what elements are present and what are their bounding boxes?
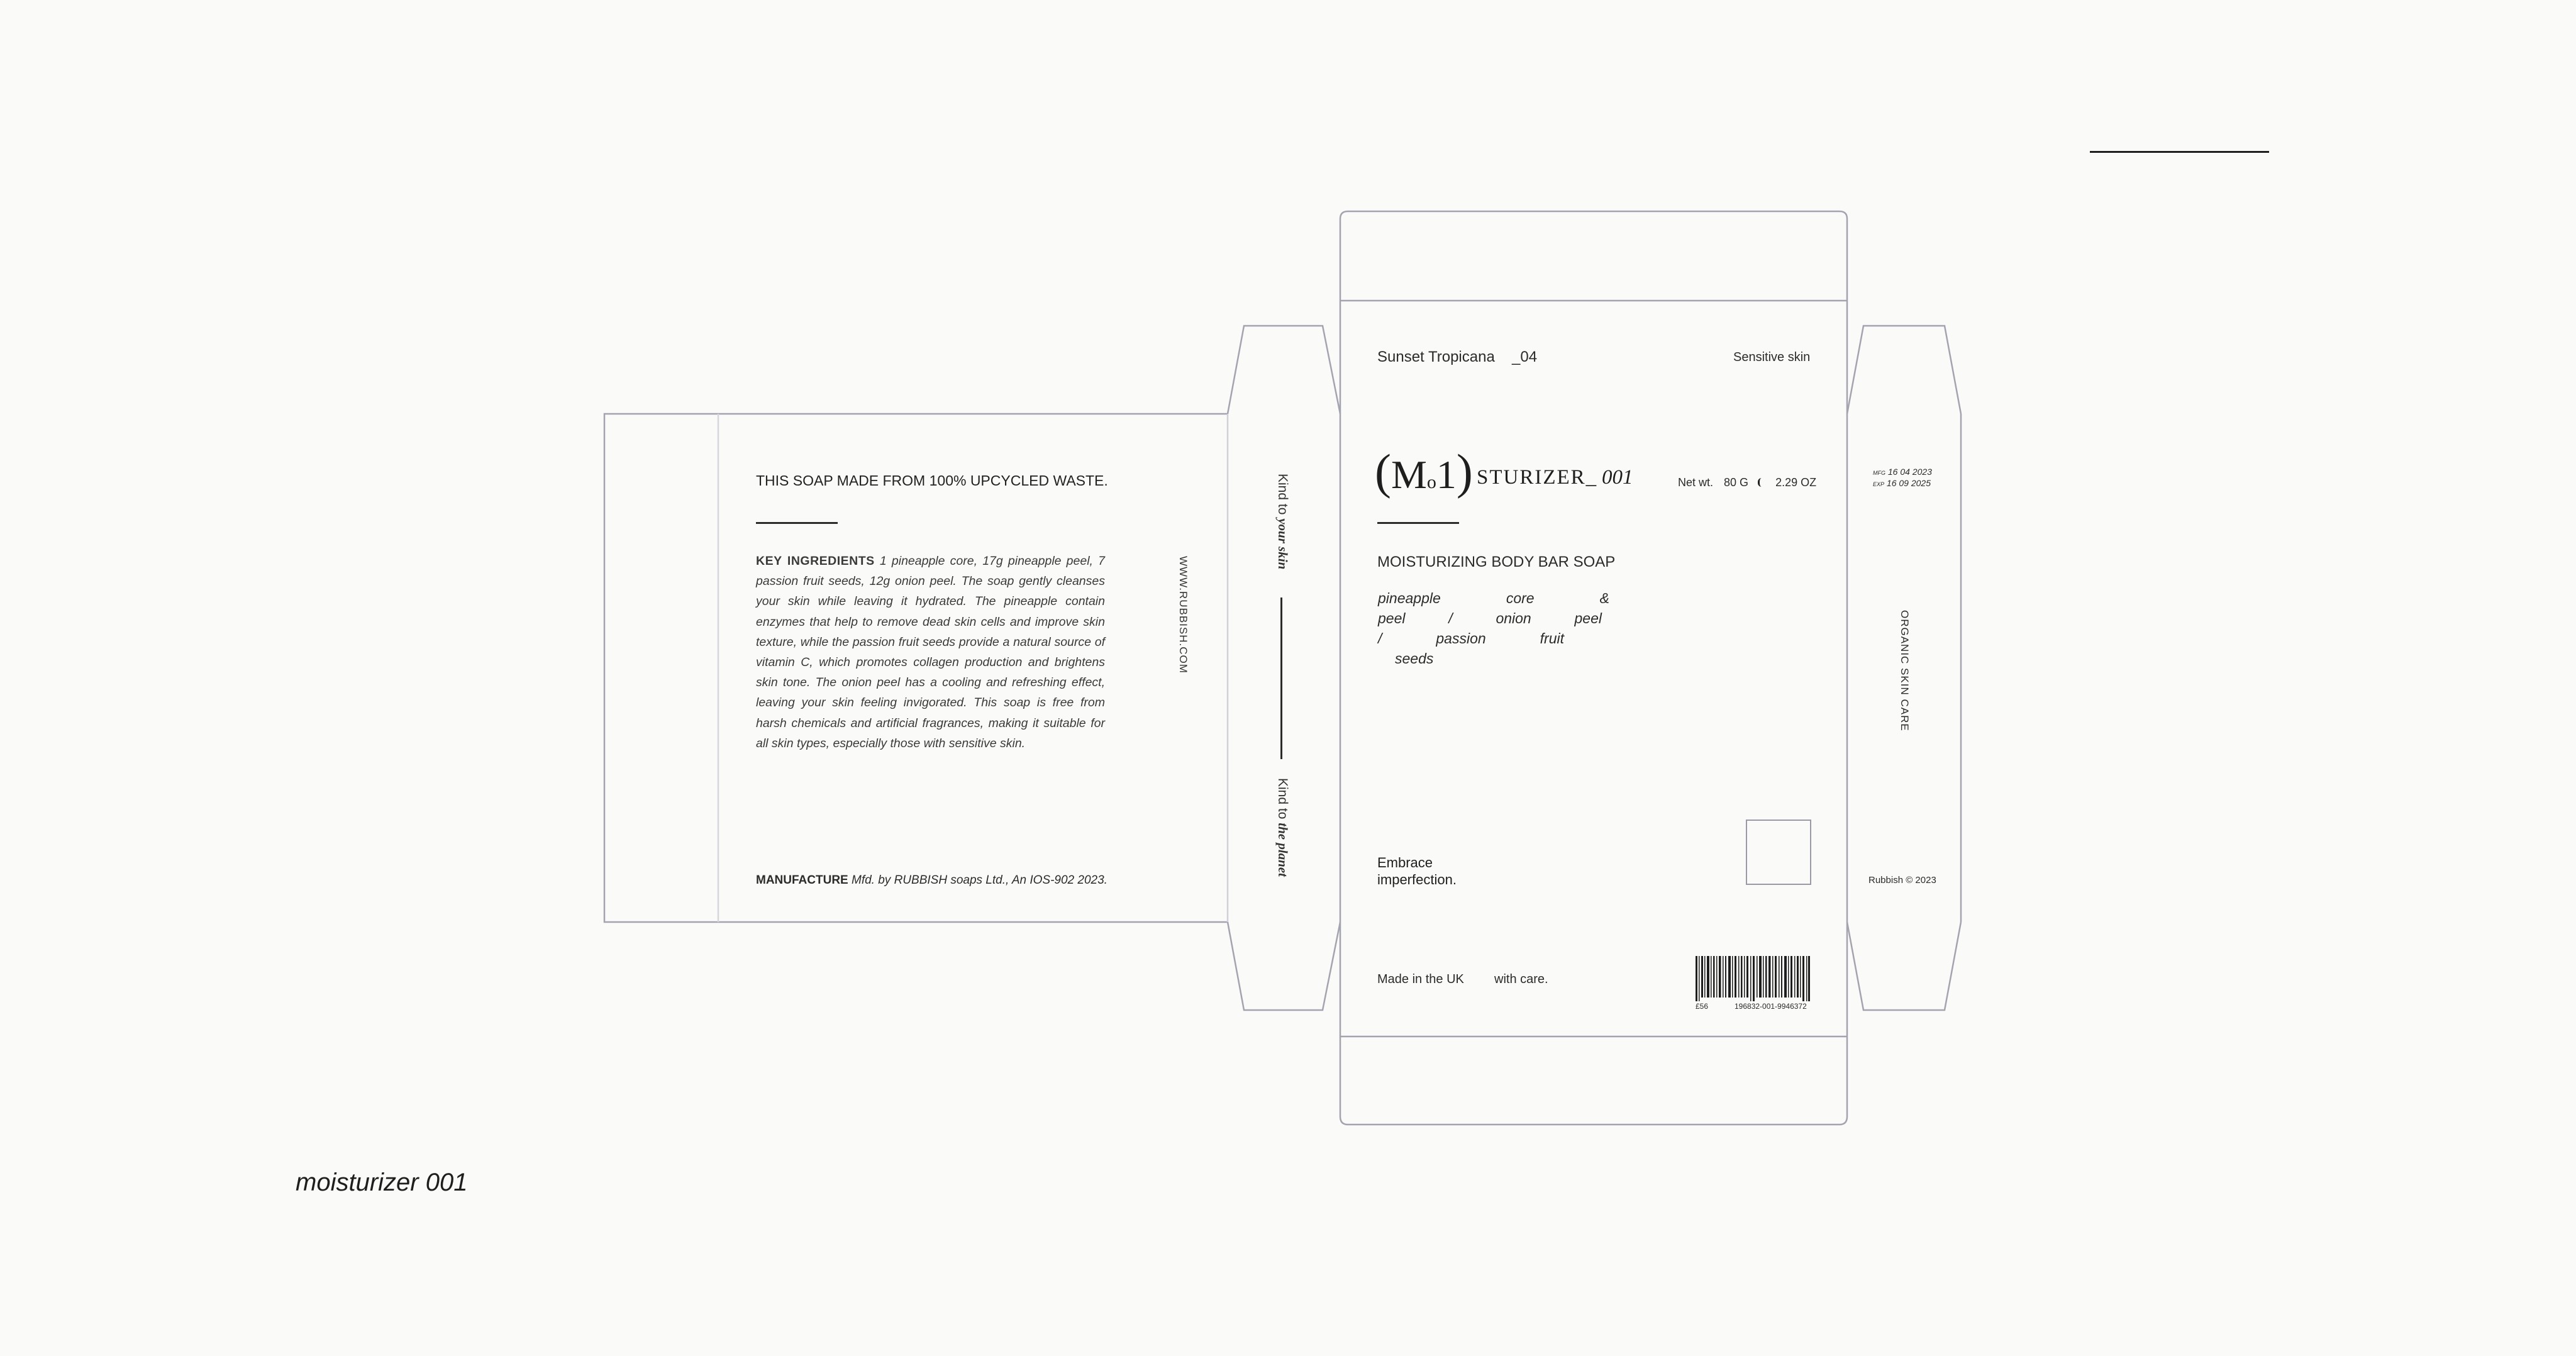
product-type: MOISTURIZING BODY BAR SOAP [1377, 553, 1616, 570]
net-wt-separator-icon [1758, 478, 1766, 487]
barcode-number: 196832-001-9946372 [1735, 1002, 1807, 1011]
ingredients-text: 1 pineapple core, 17g pineapple peel, 7 passion fruit seeds, 12g onion peel. The soap gently cleanses your skin while leaving it hydrated. The pineapple contain enzymes that help to remove dead skin cells and improve skin texture, while the passion fruit seeds provide a natural source of vitamin C, which promotes collagen production and brightens skin tone. The onion peel has a cooling and refreshing effect, leaving your skin feeling invigorated. This soap is free from harsh chemicals and artificial fragrances, making it suitable for all skin types, especially those with sensitive skin. [756, 554, 1105, 750]
logo-o: o [1426, 472, 1436, 492]
spine-bottom-emph: the planet [1275, 823, 1291, 877]
net-weight [1678, 476, 1816, 489]
front-ingredients-line-2 [1378, 610, 1602, 627]
exp-label: EXP [1873, 481, 1885, 487]
ing-word: pineapple [1378, 590, 1441, 606]
mfg-date: 16 04 2023 [1887, 467, 1932, 477]
made-in: Made in the UK [1377, 972, 1464, 986]
ingredients-label: KEY INGREDIENTS [756, 554, 875, 568]
ing-word: / [1378, 630, 1382, 647]
manufacture-label: MANUFACTURE [756, 874, 848, 887]
caption: moisturizer 001 [296, 1169, 468, 1196]
logo-rest: STURIZER_ [1477, 466, 1598, 489]
tagline-line-1: Embrace [1377, 855, 1433, 870]
logo-m: M [1391, 452, 1427, 497]
website-label: WWW.RUBBISH.COM [1177, 556, 1189, 674]
copyright: Rubbish © 2023 [1868, 875, 1936, 886]
mfg-line [1873, 467, 1932, 477]
front-ingredients-line-1 [1378, 590, 1609, 607]
ing-word: fruit [1540, 630, 1564, 647]
spine-top-text [1275, 474, 1291, 569]
logo-number: 001 [1602, 466, 1633, 489]
organic-label: ORGANIC SKIN CARE [1899, 610, 1911, 731]
ing-word: & [1599, 590, 1609, 606]
logo-paren-close: ) [1456, 444, 1473, 499]
spine-bottom-plain: Kind to [1275, 778, 1290, 820]
back-headline: THIS SOAP MADE FROM 100% UPCYCLED WASTE. [756, 472, 1108, 489]
ing-word: peel [1574, 610, 1602, 626]
mfg-label: MFG [1873, 470, 1885, 476]
spine-bottom-text [1275, 778, 1291, 877]
skin-type: Sensitive skin [1733, 350, 1811, 364]
spine-top-emph: your skin [1275, 518, 1291, 570]
front-ingredients-line-4: seeds [1395, 650, 1434, 667]
ing-word: onion [1496, 610, 1531, 626]
variant-name: Sunset Tropicana [1377, 348, 1495, 365]
exp-line [1873, 478, 1931, 488]
corner-rule [2090, 151, 2269, 153]
front-ingredients-line-3 [1378, 630, 1564, 647]
variant-number: _04 [1512, 348, 1538, 365]
barcode-left-label: £56 [1696, 1002, 1709, 1011]
manufacture-text: Mfd. by RUBBISH soaps Ltd., An IOS-902 2023. [852, 874, 1108, 887]
logo-paren-open: ( [1375, 444, 1391, 499]
ing-word: peel [1378, 610, 1406, 626]
front-rule [1377, 522, 1459, 524]
ing-word: core [1506, 590, 1535, 606]
spine-rule [1280, 597, 1282, 759]
logo-1: 1 [1436, 452, 1457, 497]
net-wt-oz: 2.29 OZ [1775, 476, 1817, 489]
ing-word: / [1448, 610, 1453, 626]
spine-top-plain: Kind to [1275, 474, 1290, 515]
net-wt-grams: 80 G [1724, 476, 1749, 489]
placeholder-box [1746, 820, 1811, 885]
with-care: with care. [1494, 972, 1548, 986]
back-rule [756, 522, 838, 524]
tagline-line-2: imperfection. [1377, 872, 1457, 887]
ing-word: passion [1436, 630, 1486, 647]
net-wt-label: Net wt. [1678, 476, 1714, 489]
ingredients-paragraph [756, 551, 1105, 753]
tagline [1377, 854, 1457, 888]
manufacture-line [756, 874, 1108, 887]
barcode [1696, 956, 1810, 1001]
exp-date: 16 09 2025 [1886, 478, 1931, 488]
product-logo [1375, 443, 1473, 500]
